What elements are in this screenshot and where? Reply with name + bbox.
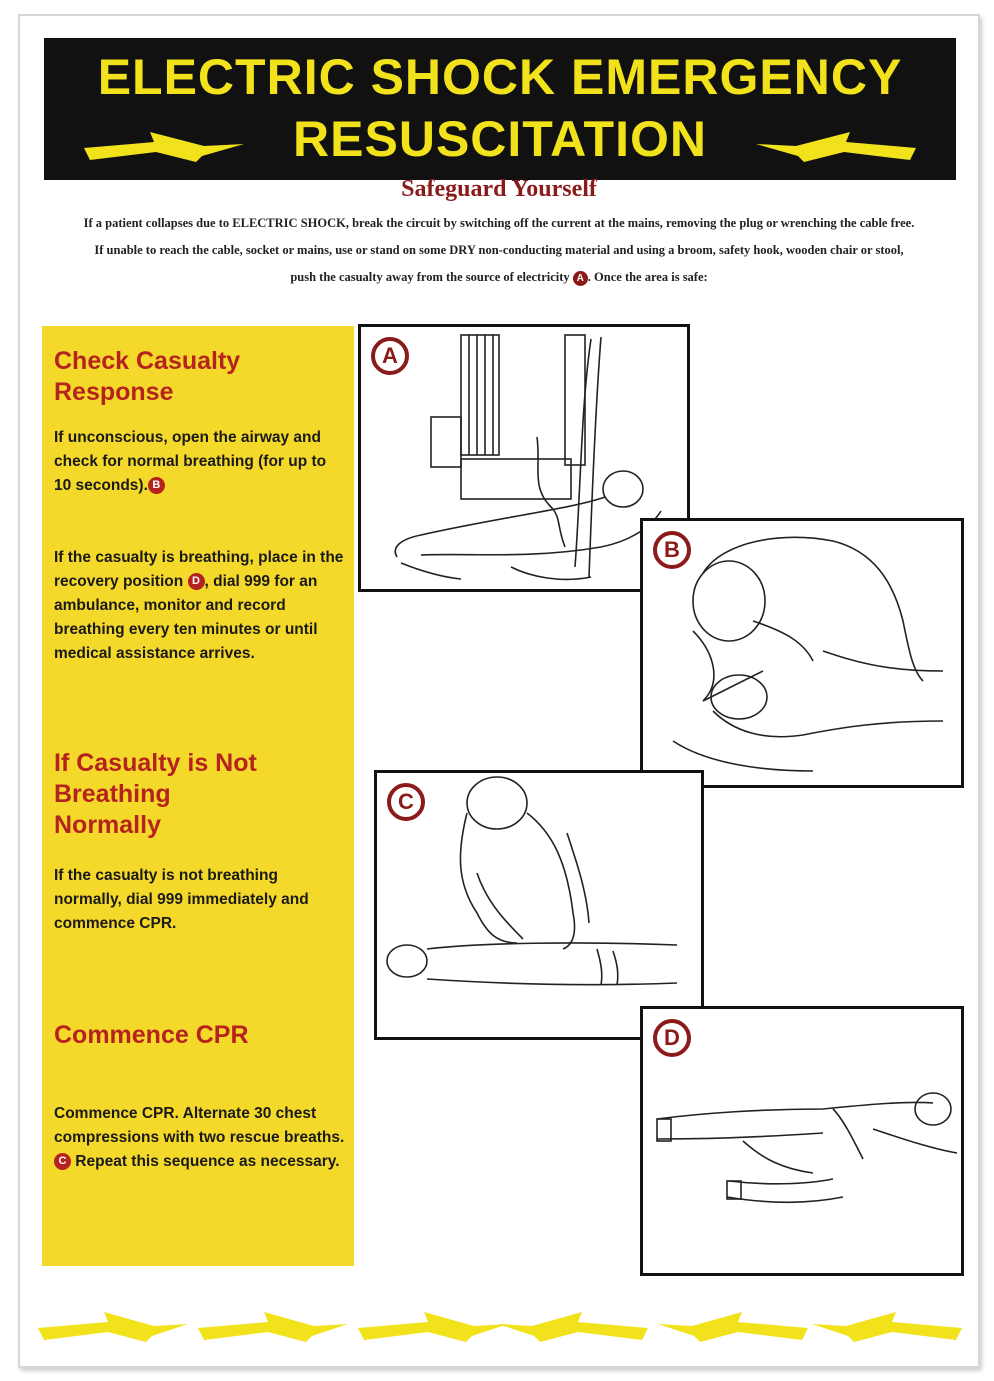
safeguard-text (80, 210, 918, 291)
safeguard-heading: Safeguard Yourself (401, 176, 597, 202)
lightning-bolt-right-icon (84, 126, 244, 166)
check-response-para2 (54, 546, 346, 666)
panel-d (640, 1006, 964, 1276)
safeguard-text-part1: If a patient collapses due to ELECTRIC SHOCK, break the circuit by switching off the current at the mains, removing the plug or wrenching the cable free. If unable to reach the cable, socket or mains, use or stand on some DRY non-conducting material and using a broom, safety hook, wooden chair or stool, push the casualty away from the source of electricity (83, 216, 915, 284)
panel-c-label: C (387, 783, 425, 821)
panel-b-label: B (653, 531, 691, 569)
footer-lightning-bolts-icon (38, 1298, 962, 1348)
cpr-body-after: Repeat this sequence as necessary. (71, 1153, 340, 1170)
ref-badge-c: C (54, 1153, 71, 1170)
title-line-2: RESUSCITATION (293, 111, 707, 167)
cpr-body-before: Commence CPR. Alternate 30 chest compressions with two rescue breaths. (54, 1105, 345, 1146)
not-breathing-body: If the casualty is not breathing normally, dial 999 immediately and commence CPR. (54, 867, 309, 932)
ref-badge-d: D (188, 573, 205, 590)
check-response-para1 (54, 426, 346, 498)
commence-cpr-title: Commence CPR (54, 1021, 249, 1049)
airway-check-illustration-icon (643, 521, 964, 788)
chest-compression-illustration-icon (377, 773, 704, 1040)
safety-poster (18, 14, 980, 1368)
instructions-sidebar (42, 326, 354, 1266)
poster-header (44, 38, 956, 180)
ref-badge-b: B (148, 477, 165, 494)
check-para2-text-after: , dial 999 for an ambulance, monitor and record breathing every ten minutes or until medical assistance arrives. (54, 573, 318, 662)
panel-a-label: A (371, 337, 409, 375)
ref-badge-a: A (573, 271, 588, 286)
lightning-bolt-left-icon (756, 126, 916, 166)
commence-cpr-body (54, 1102, 346, 1174)
panel-b (640, 518, 964, 788)
panel-c (374, 770, 704, 1040)
check-response-title: Check Casualty Response (54, 347, 241, 406)
check-para2-text-before: If the casualty is breathing, place in the recovery position (54, 549, 344, 590)
check-para1-text: If unconscious, open the airway and check for normal breathing (for up to 10 seconds). (54, 429, 327, 494)
safeguard-text-part2: . Once the area is safe: (587, 270, 708, 284)
title-line-1: ELECTRIC SHOCK EMERGENCY (97, 49, 903, 105)
panel-d-label: D (653, 1019, 691, 1057)
recovery-position-illustration-icon (643, 1009, 964, 1276)
not-breathing-title: If Casualty is Not Breathing Normally (54, 749, 257, 839)
